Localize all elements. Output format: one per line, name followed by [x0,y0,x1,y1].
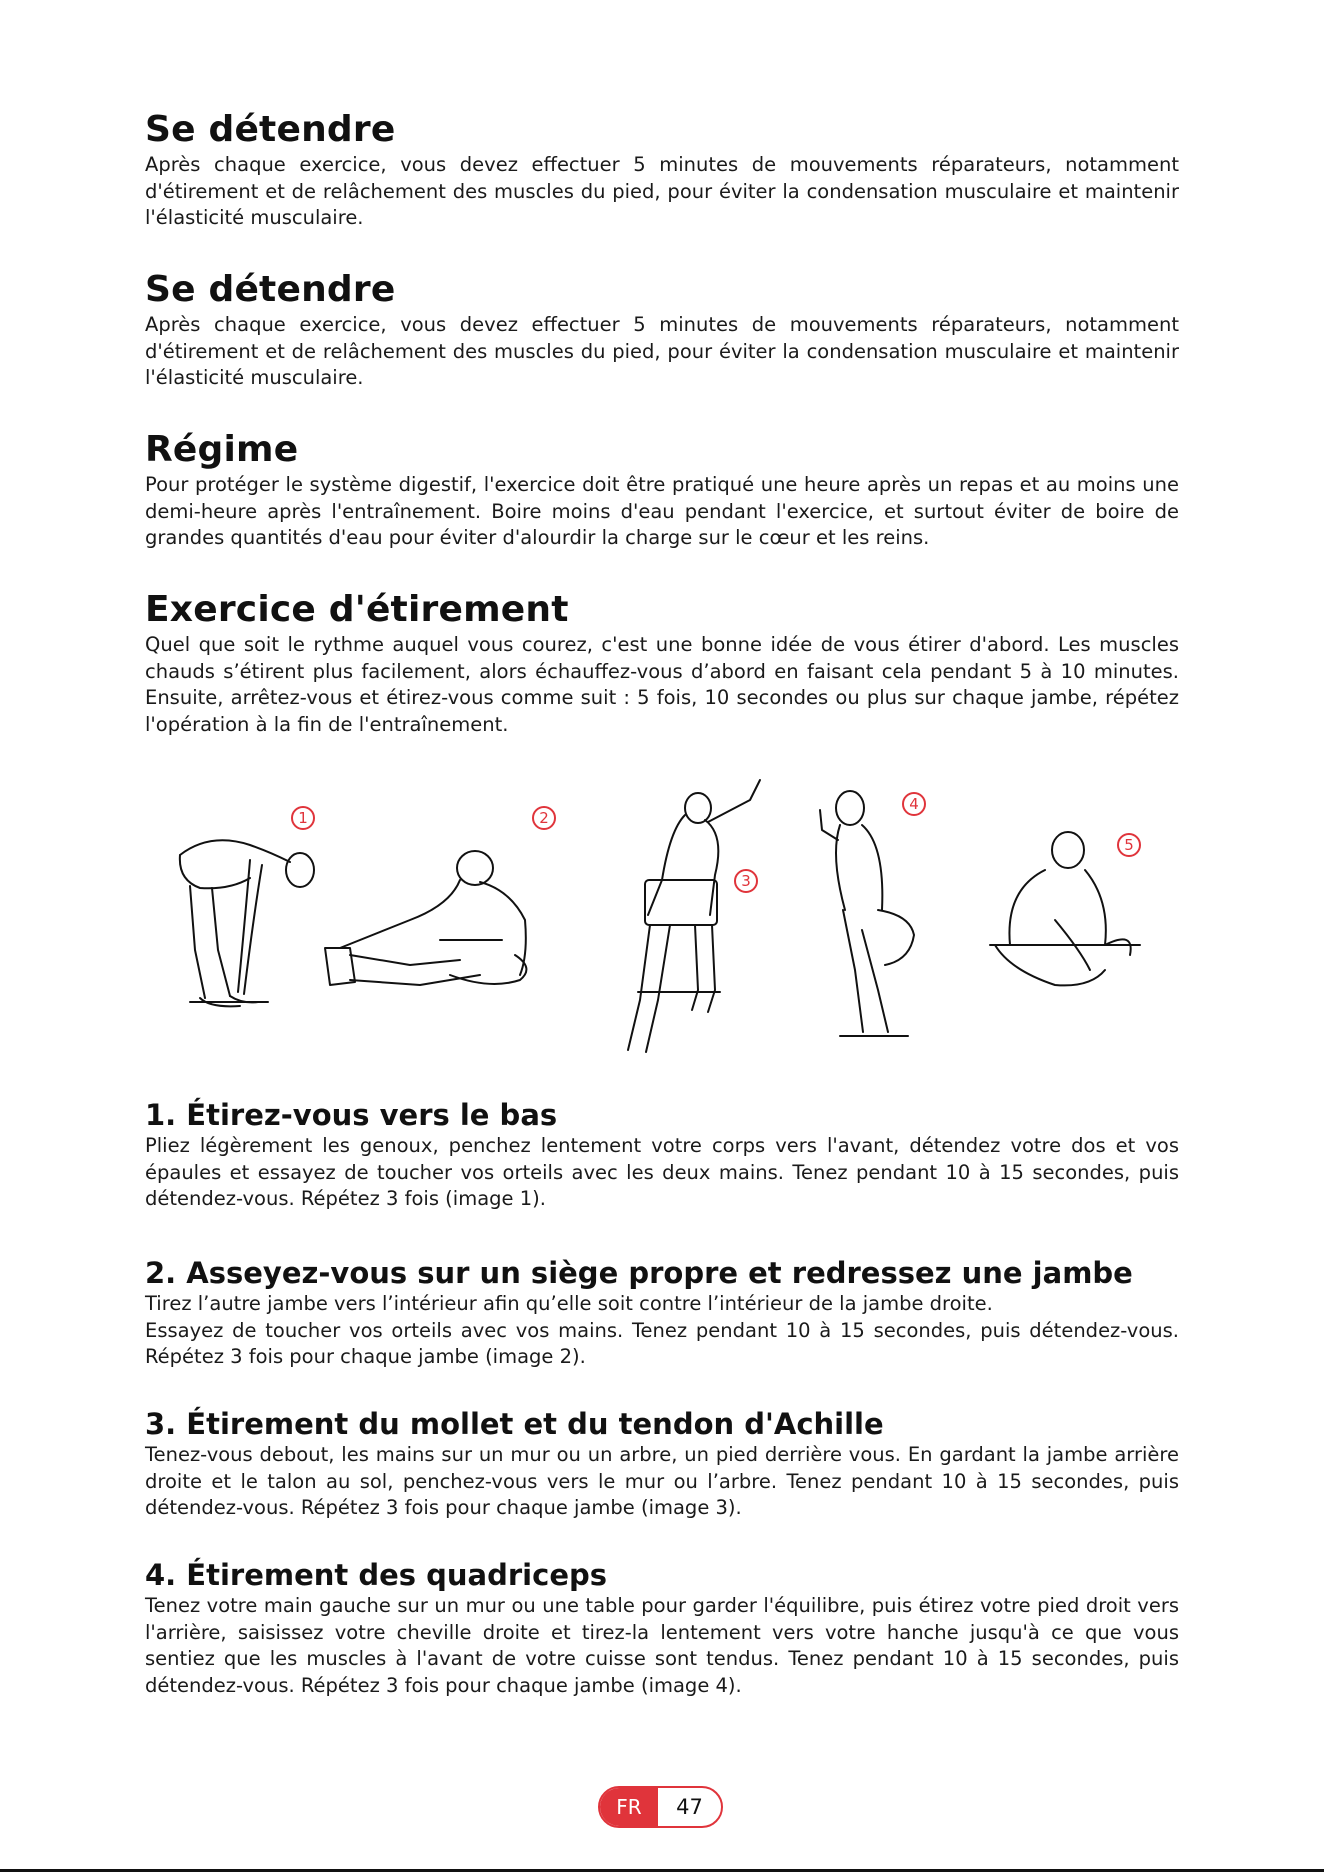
figure-3-wall-stretch [628,780,760,1052]
language-label: FR [600,1788,658,1826]
section-body: Après chaque exercice, vous devez effectuer 5 minutes de mouvements réparateurs, notamment d'étirement et de relâchement des muscles du pied, pour éviter la condensation musculaire et maintenir l'élasticité musculaire. [145,153,1179,229]
exercise-title: 2. Asseyez-vous sur un siège propre et redressez une jambe [145,1256,1133,1290]
exercise-title: 3. Étirement du mollet et du tendon d'Achille [145,1407,884,1441]
svg-text:2: 2 [539,809,549,827]
exercise-4 [145,1557,1179,1699]
svg-text:1: 1 [298,809,308,827]
exercise-body-line-2: Essayez de toucher vos orteils avec vos mains. Tenez pendant 10 à 15 secondes, puis détendez-vous. Répétez 3 fois pour chaque jambe (image 2). [145,1318,1179,1368]
figure-number-2 [533,807,555,829]
exercise-title: 1. Étirez-vous vers le bas [145,1098,558,1132]
exercise-1 [145,1097,1179,1213]
exercise-2 [145,1255,1179,1371]
figure-2-seated-stretch [325,851,526,985]
exercise-body: Tenez-vous debout, les mains sur un mur ou un arbre, un pied derrière vous. En gardant la jambe arrière droite et le talon au sol, penchez-vous vers le mur ou l’arbre. Tenez pendant 10 à 15 secondes, puis détendez-vous. Répétez 3 fois pour chaque jambe (image 3). [145,1443,1179,1519]
section-body: Quel que soit le rythme auquel vous courez, c'est une bonne idée de vous étirer d'abord. Les muscles chauds s’étirent plus facilement, alors échauffez-vous d’abord en faisant cela pendant 5 à 10 minutes. Ensuite, arrêtez-vous et étirez-vous comme suit : 5 fois, 10 secondes ou plus sur chaque jambe, répétez l'opération à la fin de l'entraînement. [145,633,1179,736]
figure-number-4 [903,793,925,815]
svg-text:4: 4 [909,795,919,813]
section-diet [145,428,1179,552]
svg-text:3: 3 [741,872,751,890]
section-body: Pour protéger le système digestif, l'exercice doit être pratiqué une heure après un repas et au moins une demi-heure après l'entraînement. Boire moins d'eau pendant l'exercice, et surtout éviter de boire de grandes quantités d'eau pour éviter d'alourdir la charge sur le cœur et les reins. [145,473,1179,549]
figure-1-bend-down [180,840,314,1006]
exercise-body: Pliez légèrement les genoux, penchez lentement votre corps vers l'avant, détendez votre dos et vos épaules et essayez de toucher vos orteils avec les deux mains. Tenez pendant 10 à 15 secondes, puis détendez-vous. Répétez 3 fois (image 1). [145,1134,1179,1210]
svg-text:5: 5 [1124,836,1134,854]
stretching-illustration [150,770,1180,1070]
section-stretching [145,588,1179,738]
section-body: Après chaque exercice, vous devez effectuer 5 minutes de mouvements réparateurs, notamment d'étirement et de relâchement des muscles du pied, pour éviter la condensation musculaire et maintenir l'élasticité musculaire. [145,313,1179,389]
figure-4-quad-stretch [820,791,914,1036]
section-relax-2 [145,268,1179,392]
section-title: Se détendre [145,109,396,150]
section-title: Exercice d'étirement [145,589,569,630]
section-title: Se détendre [145,269,396,310]
figure-number-3 [735,870,757,892]
figure-number-5 [1118,834,1140,856]
page-number: 47 [676,1795,703,1819]
figure-5-butterfly-stretch [990,832,1140,985]
figure-number-1 [292,807,314,829]
exercise-body: Tenez votre main gauche sur un mur ou une table pour garder l'équilibre, puis étirez votre pied droit vers l'arrière, saisissez votre cheville droite et tirez-la lentement vers votre hanche jusqu'à ce que vous sentiez que les muscles à l'avant de votre cuisse sont tendus. Tenez pendant 10 à 15 secondes, puis détendez-vous. Répétez 3 fois pour chaque jambe (image 4). [145,1594,1179,1697]
page-number-badge [598,1786,723,1828]
section-title: Régime [145,429,299,470]
exercise-3 [145,1406,1179,1522]
section-relax-1 [145,108,1179,232]
exercise-body-line-1: Tirez l’autre jambe vers l’intérieur afin qu’elle soit contre l’intérieur de la jambe droite. [145,1292,993,1315]
exercise-title: 4. Étirement des quadriceps [145,1558,608,1592]
